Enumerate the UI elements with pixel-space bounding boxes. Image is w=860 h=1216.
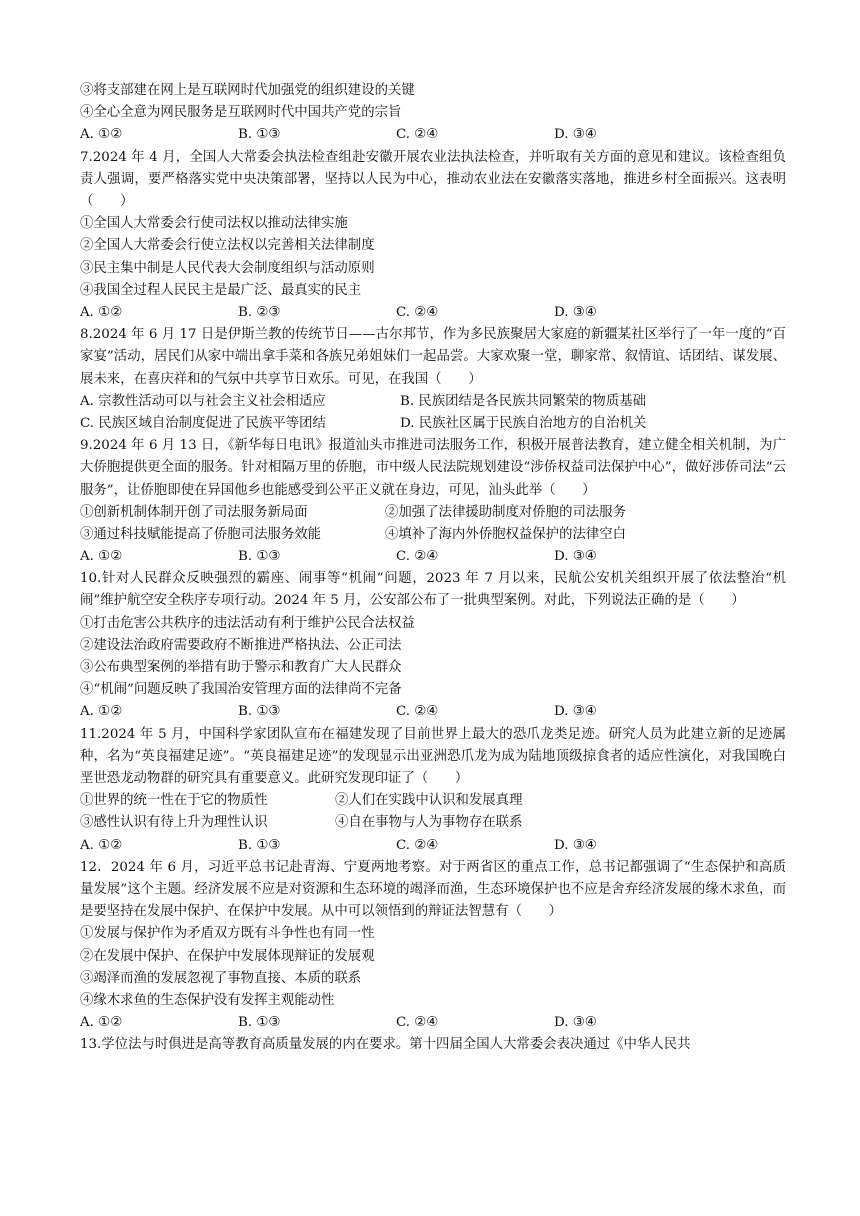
q9-statement-3: ③通过科技赋能提高了侨胞司法服务效能 xyxy=(80,526,322,542)
q7-statement-3: ③民主集中制是人民代表大会制度组织与活动原则 xyxy=(80,260,375,276)
q9-statement-4: ④填补了海内外侨胞权益保护的法律空白 xyxy=(385,526,627,542)
q8-option-b: B. 民族团结是各民族共同繁荣的物质基础 xyxy=(400,393,646,409)
q6-option-b: B. ①③ xyxy=(238,127,281,143)
q7-option-a: A. ①② xyxy=(80,304,123,320)
q9-statement-2: ②加强了法律援助制度对侨胞的司法服务 xyxy=(385,504,627,520)
q7-option-c: C. ②④ xyxy=(396,304,439,320)
q12-options xyxy=(80,1012,786,1034)
q12-option-c: C. ②④ xyxy=(396,1015,439,1031)
q9-option-c: C. ②④ xyxy=(396,549,439,565)
q9-stem: 9.2024 年 6 月 13 日，《新华每日电讯》报道汕头市推进司法服务工作，积极开展普法教育，建立健全相关机制，为广大侨胞提供更全面的服务。针对相隔万里的侨胞，市中级人民法院规划建设“涉侨权益司法保护中心”，做好涉侨司法“云服务”，让侨胞即使在异国他乡也能感受到公平正义就在身边，可见，汕头此举（ ） xyxy=(80,438,786,498)
q11-option-b: B. ①③ xyxy=(238,837,281,853)
q11-statement-2: ②人们在实践中认识和发展真理 xyxy=(335,793,523,809)
q9-option-b: B. ①③ xyxy=(238,549,281,565)
q12-statement-2: ②在发展中保护、在保护中发展体现辩证的发展观 xyxy=(80,948,375,964)
q12-statement-3: ③竭泽而渔的发展忽视了事物直接、本质的联系 xyxy=(80,970,362,986)
q7-options xyxy=(80,302,786,324)
q9-statement-1: ①创新机制体制开创了司法服务新局面 xyxy=(80,504,308,520)
q7-option-d: D. ③④ xyxy=(554,304,597,320)
q9-option-d: D. ③④ xyxy=(554,549,597,565)
q6-option-c: C. ②④ xyxy=(396,127,439,143)
exam-page xyxy=(80,80,786,1057)
q10-option-a: A. ①② xyxy=(80,704,123,720)
q7-statement-4: ④我国全过程人民民主是最广泛、最真实的民主 xyxy=(80,282,362,298)
q11-statement-4: ④自在事物与人为事物存在联系 xyxy=(335,815,523,831)
q7-stem: 7.2024 年 4 月，全国人大常委会执法检查组赴安徽开展农业法执法检查，并听取有关方面的意见和建议。该检查组负责人强调，要严格落实党中央决策部署，坚持以人民为中心，推动农业法在安徽落实落地，推进乡村全面振兴。这表明（ ） xyxy=(80,149,786,209)
q10-option-d: D. ③④ xyxy=(554,704,597,720)
q11-stem: 11.2024 年 5 月，中国科学家团队宣布在福建发现了目前世界上最大的恐爪龙类足迹。研究人员为此建立新的足迹属种，名为“英良福建足迹”。“英良福建足迹”的发现显示出亚洲恐爪龙为成为陆地顶级掠食者的适应性演化，对我国晚白垩世恐龙动物群的研究具有重要意义。此研究发现印证了（ ） xyxy=(80,726,786,787)
q10-statement-2: ②建设法治政府需要政府不断推进严格执法、公正司法 xyxy=(80,637,402,653)
q12-option-d: D. ③④ xyxy=(554,1015,597,1031)
q10-option-b: B. ①③ xyxy=(238,704,281,720)
q8-option-d: D. 民族社区属于民族自治地方的自治机关 xyxy=(400,415,647,431)
q11-statements-row-1 xyxy=(80,790,786,812)
q6-options xyxy=(80,124,786,146)
q11-option-c: C. ②④ xyxy=(396,837,439,853)
q12-statement-4: ④缘木求鱼的生态保护没有发挥主观能动性 xyxy=(80,992,335,1008)
q11-statements-row-2 xyxy=(80,812,786,834)
q8-options-row-2 xyxy=(80,413,786,435)
q12-stem: 12．2024 年 6 月，习近平总书记赴青海、宁夏两地考察。对于两省区的重点工作，总书记都强调了“生态保护和高质量发展”这个主题。经济发展不应是对资源和生态环境的竭泽而渔，生态环境保护也不应是舍弃经济发展的缘木求鱼，而是要坚持在发展中保护、在保护中发展。从中可以领悟到的辩证法智慧有（ ） xyxy=(80,859,786,920)
q10-options xyxy=(80,701,786,723)
q12-statement-1: ①发展与保护作为矛盾双方既有斗争性也有同一性 xyxy=(80,926,375,942)
q6-statement-4: ④全心全意为网民服务是互联网时代中国共产党的宗旨 xyxy=(80,105,402,121)
q8-option-c: C. 民族区域自治制度促进了民族平等团结 xyxy=(80,415,326,431)
q11-options xyxy=(80,835,786,857)
q9-statements-row-2 xyxy=(80,524,786,546)
q9-statements-row-1 xyxy=(80,502,786,524)
q12-option-b: B. ①③ xyxy=(238,1015,281,1031)
q11-option-d: D. ③④ xyxy=(554,837,597,853)
q11-statement-3: ③感性认识有待上升为理性认识 xyxy=(80,815,268,831)
q7-statement-1: ①全国人大常委会行使司法权以推动法律实施 xyxy=(80,216,348,232)
q6-option-d: D. ③④ xyxy=(554,127,597,143)
q10-stem: 10.针对人民群众反映强烈的霸座、闹事等“机闹”问题，2023 年 7 月以来，民航公安机关组织开展了依法整治“机闹”维护航空安全秩序专项行动。2024 年 5 月，公安部公布了一批典型案例。对此，下列说法正确的是（ ） xyxy=(80,571,786,609)
q6-option-a: A. ①② xyxy=(80,127,123,143)
q7-option-b: B. ②③ xyxy=(238,304,281,320)
q7-statement-2: ②全国人大常委会行使立法权以完善相关法律制度 xyxy=(80,238,375,254)
q11-statement-1: ①世界的统一性在于它的物质性 xyxy=(80,793,268,809)
q13-stem: 13.学位法与时俱进是高等教育高质量发展的内在要求。第十四届全国人大常委会表决通过《中华人民共 xyxy=(80,1037,691,1053)
q11-option-a: A. ①② xyxy=(80,837,123,853)
q8-stem: 8.2024 年 6 月 17 日是伊斯兰教的传统节日——古尔邦节，作为多民族聚居大家庭的新疆某社区举行了一年一度的“百家宴”活动，居民们从家中端出拿手菜和各族兄弟姐妹们一起品尝。大家欢聚一堂，聊家常、叙情谊、话团结、谋发展、展未来，在喜庆祥和的气氛中共享节日欢乐。可见，在我国（ ） xyxy=(80,327,786,387)
q10-statement-1: ①打击危害公共秩序的违法活动有利于维护公民合法权益 xyxy=(80,615,415,631)
q6-statement-3: ③将支部建在网上是互联网时代加强党的组织建设的关键 xyxy=(80,83,415,98)
q9-option-a: A. ①② xyxy=(80,549,123,565)
q10-statement-3: ③公布典型案例的举措有助于警示和教育广大人民群众 xyxy=(80,660,402,676)
q9-options xyxy=(80,546,786,568)
q12-option-a: A. ①② xyxy=(80,1015,123,1031)
q10-statement-4: ④“机闹”问题反映了我国治安管理方面的法律尚不完备 xyxy=(80,682,402,698)
q8-option-a: A. 宗教性活动可以与社会主义社会相适应 xyxy=(80,393,326,409)
q10-option-c: C. ②④ xyxy=(396,704,439,720)
q8-options-row-1 xyxy=(80,391,786,413)
